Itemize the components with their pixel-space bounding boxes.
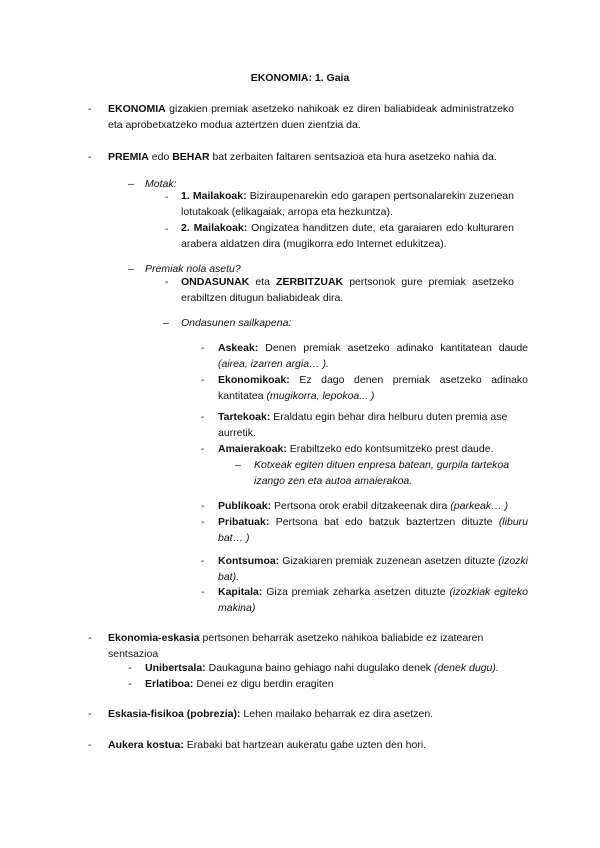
item-example: (izozkiak egiteko makina) — [218, 586, 528, 614]
bullet-dash: - — [165, 191, 169, 203]
definition-ekonomia-eskasia — [108, 630, 528, 662]
bullet-dash: - — [128, 662, 132, 674]
bullet-dash: - — [88, 739, 92, 751]
list-item-kontsumoa — [218, 553, 528, 585]
list-item-publikoak — [218, 498, 538, 514]
item-text: Denen premiak asetzeko adinako kantitatean daude — [258, 342, 528, 354]
term: Publikoak: — [218, 500, 272, 512]
item-example: (izozki bat). — [218, 555, 528, 583]
item-text: Ez dago denen premiak asetzeko adinako kantitatea — [218, 374, 528, 402]
term: PREMIA — [108, 151, 149, 163]
definition-text: pertsonen beharrak asetzeko nahikoa baliabide ez izatearen sentsazioa — [108, 632, 484, 660]
list-item-ekonomikoak — [218, 372, 528, 404]
term: Ekonomia-eskasia — [108, 632, 200, 644]
bullet-dash: - — [201, 342, 205, 354]
term: BEHAR — [172, 151, 210, 163]
item-text: Giza premiak zeharka asetzen dituzte — [262, 586, 450, 598]
subheading-ondasunen-sailkapena — [181, 315, 291, 331]
bullet-dash: - — [201, 374, 205, 386]
definition-aukera-kostua — [108, 737, 528, 753]
item-text: Erabiltzeko edo kontsumitzeko prest daude. — [286, 443, 494, 455]
list-item-mailakoak-2 — [181, 220, 514, 252]
bullet-dash: - — [201, 555, 205, 567]
bullet-dash: - — [165, 276, 169, 288]
list-item-askeak — [218, 340, 528, 372]
list-item-amaierakoak — [218, 441, 528, 457]
connector-text: edo — [148, 151, 173, 163]
term: Kontsumoa: — [218, 555, 280, 567]
example-text: Kotxeak egiten dituen enpresa batean, gurpila tartekoa izango zen eta autoa amaierakoa. — [254, 459, 510, 487]
definition-eskasia-fisikoa — [108, 706, 528, 722]
term: Unibertsala: — [145, 662, 206, 674]
list-item-mailakoak-1 — [181, 188, 514, 220]
term: Askeak: — [218, 342, 259, 354]
bullet-dash: - — [165, 223, 169, 235]
definition-premia — [108, 149, 528, 165]
bullet-dash: - — [201, 586, 205, 598]
bullet-endash: – — [163, 317, 169, 329]
term: Tartekoak: — [218, 411, 271, 423]
bullet-dash: - — [88, 632, 92, 644]
term: ONDASUNAK — [181, 276, 250, 288]
term: 1. Mailakoak: — [181, 190, 247, 202]
item-example: (mugikorra, lepokoa... ) — [266, 390, 375, 402]
item-text: Daukaguna baino gehiago nahi dugulako denek — [205, 662, 434, 674]
bullet-dash: - — [201, 516, 205, 528]
item-example: (liburu bat… ) — [218, 516, 528, 544]
definition-text: gizakien premiak asetzeko nahikoak ez diren baliabideak administratzeko eta aprobetxatzeko modua aztertzen duen zientzia da. — [108, 103, 514, 131]
definition-ekonomia — [108, 101, 514, 133]
list-item-example-kotxeak — [254, 457, 534, 489]
term: Erlatiboa: — [145, 678, 194, 690]
term: Kapitala: — [218, 586, 263, 598]
connector-text: eta — [249, 276, 277, 288]
list-item-kapitala — [218, 584, 528, 616]
term: Ekonomikoak: — [218, 374, 290, 386]
subheading-text: Motak: — [145, 178, 177, 190]
list-item-erlatiboa — [145, 676, 525, 692]
item-text: Gizakiaren premiak zuzenean asetzen dituzte — [279, 555, 499, 567]
bullet-dash: - — [88, 708, 92, 720]
definition-text: Erabaki bat hartzean aukeratu gabe uzten den hori. — [183, 739, 427, 751]
term: Eskasia-fisikoa (pobrezia): — [108, 708, 241, 720]
definition-text: bat zerbaiten faltaren sentsazioa eta hura asetzeko nahia da. — [209, 151, 497, 163]
item-text: pertsonok gure premiak asetzeko erabiltzen ditugun baliabideak dira. — [181, 276, 514, 304]
page-title: EKONOMIA: 1. Gaia — [250, 72, 350, 84]
bullet-dash: - — [201, 443, 205, 455]
list-item-tartekoak — [218, 409, 508, 441]
item-text: Eraldatu egin behar dira helburu duten premia ase aurretik. — [218, 411, 508, 439]
bullet-endash: – — [128, 263, 134, 275]
term: 2. Mailakoak: — [181, 222, 248, 234]
bullet-dash: - — [201, 500, 205, 512]
item-example: (parkeak… ) — [450, 500, 509, 512]
subheading-motak — [145, 176, 177, 192]
term: Aukera kostua: — [108, 739, 184, 751]
item-text: Pertsona orok erabil ditzakeenak dira — [271, 500, 451, 512]
bullet-dash: - — [88, 103, 92, 115]
item-text: Denei ez digu berdin eragiten — [193, 678, 334, 690]
bullet-endash: – — [128, 178, 134, 190]
item-example: (airea, izarren argia… ). — [218, 358, 329, 370]
subheading-text: Ondasunen sailkapena: — [181, 317, 292, 329]
bullet-endash: – — [235, 459, 241, 471]
definition-text: Lehen mailako beharrak ez dira asetzen. — [240, 708, 434, 720]
term: ZERBITZUAK — [276, 276, 344, 288]
list-item-pribatuak — [218, 514, 528, 546]
term: EKONOMIA — [108, 103, 166, 115]
term: Pribatuak: — [218, 516, 270, 528]
bullet-dash: - — [201, 411, 205, 423]
item-text: Ongizatea handitzen dute, eta garaiaren edo kulturaren arabera aldatzen dira (mugikorra edo Internet edukitzea). — [181, 222, 514, 250]
item-example: (denek dugu). — [433, 662, 499, 674]
list-item-ondasunak-zerbitzuak — [181, 274, 514, 306]
subheading-text: Premiak nola asetu? — [145, 263, 241, 275]
bullet-dash: - — [88, 151, 92, 163]
list-item-unibertsala — [145, 660, 525, 676]
item-text: Biziraupenarekin edo garapen pertsonalarekin zuzenean lotutakoak (elikagaiak, arropa eta hezkuntza). — [181, 190, 514, 218]
term: Amaierakoak: — [218, 443, 287, 455]
item-text: Pertsona bat edo batzuk baztertzen dituzte — [269, 516, 499, 528]
bullet-dash: - — [128, 678, 132, 690]
